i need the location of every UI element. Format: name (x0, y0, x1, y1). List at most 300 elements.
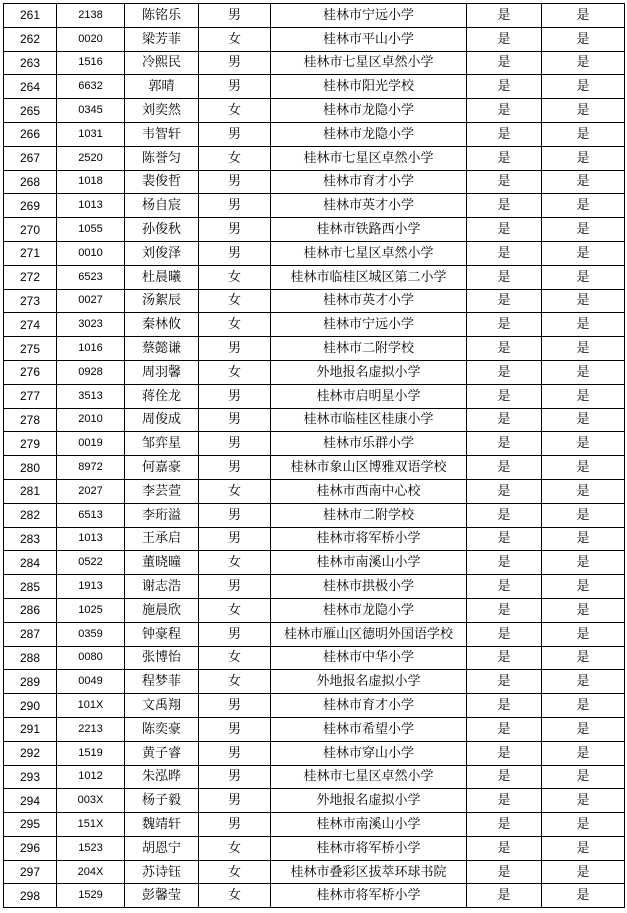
gender-cell: 男 (199, 575, 271, 599)
id-suffix-cell: 003X (57, 789, 125, 813)
student-name-cell: 刘俊泽 (125, 241, 199, 265)
row-number-cell: 278 (4, 408, 57, 432)
status-b-cell: 是 (542, 51, 625, 75)
row-number-cell: 282 (4, 503, 57, 527)
gender-cell: 男 (199, 717, 271, 741)
row-number-cell: 277 (4, 384, 57, 408)
status-b-cell: 是 (542, 860, 625, 884)
school-name-cell: 桂林市二附学校 (271, 337, 467, 361)
student-name-cell: 韦智轩 (125, 122, 199, 146)
status-a-cell: 是 (467, 4, 542, 28)
table-row (4, 527, 625, 551)
school-name-cell: 桂林市龙隐小学 (271, 99, 467, 123)
status-a-cell: 是 (467, 670, 542, 694)
status-a-cell: 是 (467, 741, 542, 765)
table-row (4, 218, 625, 242)
status-b-cell: 是 (542, 194, 625, 218)
row-number-cell: 286 (4, 598, 57, 622)
status-b-cell: 是 (542, 765, 625, 789)
student-name-cell: 陈誉匀 (125, 146, 199, 170)
school-name-cell: 桂林市象山区博雅双语学校 (271, 456, 467, 480)
table-body (4, 4, 625, 908)
id-suffix-cell: 1523 (57, 836, 125, 860)
status-a-cell: 是 (467, 860, 542, 884)
table-row (4, 789, 625, 813)
student-name-cell: 孙俊秋 (125, 218, 199, 242)
id-suffix-cell: 3513 (57, 384, 125, 408)
gender-cell: 男 (199, 75, 271, 99)
status-a-cell: 是 (467, 194, 542, 218)
id-suffix-cell: 1031 (57, 122, 125, 146)
id-suffix-cell: 204X (57, 860, 125, 884)
id-suffix-cell: 6523 (57, 265, 125, 289)
id-suffix-cell: 0345 (57, 99, 125, 123)
id-suffix-cell: 0027 (57, 289, 125, 313)
status-a-cell: 是 (467, 575, 542, 599)
status-a-cell: 是 (467, 717, 542, 741)
gender-cell: 女 (199, 836, 271, 860)
status-b-cell: 是 (542, 741, 625, 765)
school-name-cell: 桂林市西南中心校 (271, 479, 467, 503)
school-name-cell: 桂林市育才小学 (271, 170, 467, 194)
row-number-cell: 276 (4, 360, 57, 384)
status-b-cell: 是 (542, 456, 625, 480)
status-b-cell: 是 (542, 503, 625, 527)
gender-cell: 男 (199, 170, 271, 194)
school-name-cell: 桂林市七星区卓然小学 (271, 51, 467, 75)
row-number-cell: 267 (4, 146, 57, 170)
student-name-cell: 李芸萱 (125, 479, 199, 503)
status-a-cell: 是 (467, 789, 542, 813)
gender-cell: 女 (199, 670, 271, 694)
school-name-cell: 桂林市启明星小学 (271, 384, 467, 408)
table-row (4, 99, 625, 123)
row-number-cell: 298 (4, 884, 57, 908)
gender-cell: 男 (199, 384, 271, 408)
status-a-cell: 是 (467, 51, 542, 75)
school-name-cell: 桂林市乐群小学 (271, 432, 467, 456)
id-suffix-cell: 3023 (57, 313, 125, 337)
gender-cell: 男 (199, 622, 271, 646)
school-name-cell: 桂林市阳光学校 (271, 75, 467, 99)
school-name-cell: 桂林市穿山小学 (271, 741, 467, 765)
table-row (4, 765, 625, 789)
status-b-cell: 是 (542, 4, 625, 28)
status-b-cell: 是 (542, 551, 625, 575)
table-row (4, 146, 625, 170)
student-name-cell: 王承启 (125, 527, 199, 551)
id-suffix-cell: 0359 (57, 622, 125, 646)
status-b-cell: 是 (542, 218, 625, 242)
student-name-cell: 杜晨曦 (125, 265, 199, 289)
id-suffix-cell: 1013 (57, 527, 125, 551)
status-a-cell: 是 (467, 551, 542, 575)
status-b-cell: 是 (542, 360, 625, 384)
id-suffix-cell: 1529 (57, 884, 125, 908)
student-name-cell: 秦林攸 (125, 313, 199, 337)
row-number-cell: 273 (4, 289, 57, 313)
gender-cell: 男 (199, 218, 271, 242)
gender-cell: 男 (199, 408, 271, 432)
table-row (4, 670, 625, 694)
table-row (4, 360, 625, 384)
status-a-cell: 是 (467, 146, 542, 170)
student-name-cell: 郭晴 (125, 75, 199, 99)
id-suffix-cell: 2010 (57, 408, 125, 432)
school-name-cell: 桂林市临桂区桂康小学 (271, 408, 467, 432)
id-suffix-cell: 1018 (57, 170, 125, 194)
table-row (4, 384, 625, 408)
gender-cell: 男 (199, 527, 271, 551)
gender-cell: 女 (199, 598, 271, 622)
row-number-cell: 281 (4, 479, 57, 503)
gender-cell: 男 (199, 694, 271, 718)
table-row (4, 694, 625, 718)
school-name-cell: 外地报名虚拟小学 (271, 360, 467, 384)
gender-cell: 女 (199, 265, 271, 289)
gender-cell: 女 (199, 99, 271, 123)
status-b-cell: 是 (542, 789, 625, 813)
row-number-cell: 262 (4, 27, 57, 51)
enrollment-table (3, 3, 625, 908)
student-name-cell: 邹弈星 (125, 432, 199, 456)
id-suffix-cell: 2520 (57, 146, 125, 170)
table-row (4, 27, 625, 51)
gender-cell: 男 (199, 122, 271, 146)
student-name-cell: 胡恩宁 (125, 836, 199, 860)
student-name-cell: 谢志浩 (125, 575, 199, 599)
status-b-cell: 是 (542, 479, 625, 503)
school-name-cell: 外地报名虚拟小学 (271, 789, 467, 813)
id-suffix-cell: 101X (57, 694, 125, 718)
student-name-cell: 蔡懿谦 (125, 337, 199, 361)
status-b-cell: 是 (542, 717, 625, 741)
student-name-cell: 李珩溢 (125, 503, 199, 527)
status-a-cell: 是 (467, 765, 542, 789)
status-a-cell: 是 (467, 241, 542, 265)
row-number-cell: 284 (4, 551, 57, 575)
student-name-cell: 周羽馨 (125, 360, 199, 384)
status-b-cell: 是 (542, 527, 625, 551)
status-a-cell: 是 (467, 694, 542, 718)
id-suffix-cell: 1025 (57, 598, 125, 622)
gender-cell: 女 (199, 479, 271, 503)
row-number-cell: 293 (4, 765, 57, 789)
table-row (4, 75, 625, 99)
table-row (4, 456, 625, 480)
student-name-cell: 魏靖轩 (125, 813, 199, 837)
school-name-cell: 桂林市七星区卓然小学 (271, 146, 467, 170)
status-b-cell: 是 (542, 122, 625, 146)
status-a-cell: 是 (467, 622, 542, 646)
school-name-cell: 外地报名虚拟小学 (271, 670, 467, 694)
gender-cell: 女 (199, 146, 271, 170)
status-a-cell: 是 (467, 122, 542, 146)
id-suffix-cell: 1013 (57, 194, 125, 218)
school-name-cell: 桂林市二附学校 (271, 503, 467, 527)
status-a-cell: 是 (467, 479, 542, 503)
gender-cell: 男 (199, 51, 271, 75)
row-number-cell: 285 (4, 575, 57, 599)
status-b-cell: 是 (542, 146, 625, 170)
school-name-cell: 桂林市中华小学 (271, 646, 467, 670)
table-row (4, 432, 625, 456)
row-number-cell: 289 (4, 670, 57, 694)
status-b-cell: 是 (542, 884, 625, 908)
status-b-cell: 是 (542, 75, 625, 99)
id-suffix-cell: 1012 (57, 765, 125, 789)
status-a-cell: 是 (467, 836, 542, 860)
student-name-cell: 冷熙民 (125, 51, 199, 75)
school-name-cell: 桂林市宁远小学 (271, 313, 467, 337)
student-name-cell: 陈铭乐 (125, 4, 199, 28)
id-suffix-cell: 1913 (57, 575, 125, 599)
id-suffix-cell: 0522 (57, 551, 125, 575)
row-number-cell: 265 (4, 99, 57, 123)
table-row (4, 194, 625, 218)
student-name-cell: 杨子毅 (125, 789, 199, 813)
table-row (4, 170, 625, 194)
school-name-cell: 桂林市铁路西小学 (271, 218, 467, 242)
status-a-cell: 是 (467, 384, 542, 408)
table-row (4, 337, 625, 361)
row-number-cell: 296 (4, 836, 57, 860)
student-name-cell: 梁芳菲 (125, 27, 199, 51)
id-suffix-cell: 1016 (57, 337, 125, 361)
status-b-cell: 是 (542, 170, 625, 194)
status-b-cell: 是 (542, 265, 625, 289)
school-name-cell: 桂林市英才小学 (271, 289, 467, 313)
student-name-cell: 施晨欣 (125, 598, 199, 622)
status-b-cell: 是 (542, 836, 625, 860)
row-number-cell: 271 (4, 241, 57, 265)
row-number-cell: 279 (4, 432, 57, 456)
table-row (4, 860, 625, 884)
student-name-cell: 汤絮辰 (125, 289, 199, 313)
gender-cell: 女 (199, 551, 271, 575)
gender-cell: 女 (199, 646, 271, 670)
table-row (4, 265, 625, 289)
school-name-cell: 桂林市将军桥小学 (271, 836, 467, 860)
status-a-cell: 是 (467, 289, 542, 313)
status-a-cell: 是 (467, 27, 542, 51)
status-a-cell: 是 (467, 313, 542, 337)
status-a-cell: 是 (467, 360, 542, 384)
row-number-cell: 270 (4, 218, 57, 242)
status-a-cell: 是 (467, 75, 542, 99)
school-name-cell: 桂林市拱极小学 (271, 575, 467, 599)
status-a-cell: 是 (467, 527, 542, 551)
status-b-cell: 是 (542, 241, 625, 265)
status-a-cell: 是 (467, 646, 542, 670)
school-name-cell: 桂林市将军桥小学 (271, 527, 467, 551)
gender-cell: 女 (199, 313, 271, 337)
student-name-cell: 黄子睿 (125, 741, 199, 765)
row-number-cell: 268 (4, 170, 57, 194)
id-suffix-cell: 2027 (57, 479, 125, 503)
id-suffix-cell: 8972 (57, 456, 125, 480)
table-row (4, 622, 625, 646)
school-name-cell: 桂林市宁远小学 (271, 4, 467, 28)
row-number-cell: 264 (4, 75, 57, 99)
gender-cell: 男 (199, 813, 271, 837)
gender-cell: 男 (199, 503, 271, 527)
id-suffix-cell: 0010 (57, 241, 125, 265)
status-b-cell: 是 (542, 622, 625, 646)
status-a-cell: 是 (467, 432, 542, 456)
gender-cell: 女 (199, 289, 271, 313)
school-name-cell: 桂林市育才小学 (271, 694, 467, 718)
status-b-cell: 是 (542, 99, 625, 123)
status-b-cell: 是 (542, 384, 625, 408)
school-name-cell: 桂林市七星区卓然小学 (271, 765, 467, 789)
table-row (4, 4, 625, 28)
id-suffix-cell: 1516 (57, 51, 125, 75)
status-a-cell: 是 (467, 884, 542, 908)
gender-cell: 男 (199, 194, 271, 218)
id-suffix-cell: 0049 (57, 670, 125, 694)
status-b-cell: 是 (542, 598, 625, 622)
student-name-cell: 张博怡 (125, 646, 199, 670)
table-row (4, 551, 625, 575)
table-row (4, 575, 625, 599)
row-number-cell: 283 (4, 527, 57, 551)
row-number-cell: 266 (4, 122, 57, 146)
school-name-cell: 桂林市叠彩区拔萃环球书院 (271, 860, 467, 884)
status-b-cell: 是 (542, 670, 625, 694)
student-name-cell: 杨自宸 (125, 194, 199, 218)
table-row (4, 813, 625, 837)
student-name-cell: 文禹翔 (125, 694, 199, 718)
student-name-cell: 何嘉豪 (125, 456, 199, 480)
school-name-cell: 桂林市临桂区城区第二小学 (271, 265, 467, 289)
row-number-cell: 292 (4, 741, 57, 765)
row-number-cell: 269 (4, 194, 57, 218)
student-name-cell: 程梦菲 (125, 670, 199, 694)
status-a-cell: 是 (467, 456, 542, 480)
student-name-cell: 苏诗钰 (125, 860, 199, 884)
student-name-cell: 蒋佺龙 (125, 384, 199, 408)
id-suffix-cell: 1055 (57, 218, 125, 242)
table-row (4, 884, 625, 908)
row-number-cell: 291 (4, 717, 57, 741)
status-b-cell: 是 (542, 408, 625, 432)
gender-cell: 男 (199, 4, 271, 28)
student-name-cell: 刘奕然 (125, 99, 199, 123)
row-number-cell: 274 (4, 313, 57, 337)
school-name-cell: 桂林市英才小学 (271, 194, 467, 218)
school-name-cell: 桂林市龙隐小学 (271, 598, 467, 622)
row-number-cell: 275 (4, 337, 57, 361)
student-name-cell: 朱泓晔 (125, 765, 199, 789)
status-a-cell: 是 (467, 503, 542, 527)
school-name-cell: 桂林市南溪山小学 (271, 813, 467, 837)
gender-cell: 女 (199, 360, 271, 384)
status-a-cell: 是 (467, 408, 542, 432)
id-suffix-cell: 151X (57, 813, 125, 837)
table-row (4, 408, 625, 432)
table-row (4, 51, 625, 75)
id-suffix-cell: 0020 (57, 27, 125, 51)
id-suffix-cell: 6632 (57, 75, 125, 99)
row-number-cell: 261 (4, 4, 57, 28)
id-suffix-cell: 2138 (57, 4, 125, 28)
status-a-cell: 是 (467, 813, 542, 837)
id-suffix-cell: 2213 (57, 717, 125, 741)
table-row (4, 741, 625, 765)
gender-cell: 男 (199, 456, 271, 480)
id-suffix-cell: 0080 (57, 646, 125, 670)
row-number-cell: 263 (4, 51, 57, 75)
gender-cell: 男 (199, 741, 271, 765)
school-name-cell: 桂林市七星区卓然小学 (271, 241, 467, 265)
id-suffix-cell: 6513 (57, 503, 125, 527)
status-a-cell: 是 (467, 99, 542, 123)
row-number-cell: 294 (4, 789, 57, 813)
gender-cell: 男 (199, 765, 271, 789)
school-name-cell: 桂林市雁山区德明外国语学校 (271, 622, 467, 646)
gender-cell: 男 (199, 789, 271, 813)
student-name-cell: 彭馨莹 (125, 884, 199, 908)
status-b-cell: 是 (542, 289, 625, 313)
table-row (4, 503, 625, 527)
status-b-cell: 是 (542, 432, 625, 456)
status-b-cell: 是 (542, 27, 625, 51)
row-number-cell: 290 (4, 694, 57, 718)
status-b-cell: 是 (542, 694, 625, 718)
gender-cell: 男 (199, 241, 271, 265)
table-row (4, 289, 625, 313)
student-name-cell: 钟豪程 (125, 622, 199, 646)
id-suffix-cell: 0019 (57, 432, 125, 456)
status-b-cell: 是 (542, 575, 625, 599)
gender-cell: 女 (199, 27, 271, 51)
status-a-cell: 是 (467, 265, 542, 289)
student-name-cell: 陈奕豪 (125, 717, 199, 741)
table-row (4, 717, 625, 741)
status-b-cell: 是 (542, 646, 625, 670)
row-number-cell: 287 (4, 622, 57, 646)
school-name-cell: 桂林市将军桥小学 (271, 884, 467, 908)
row-number-cell: 288 (4, 646, 57, 670)
status-a-cell: 是 (467, 170, 542, 194)
status-b-cell: 是 (542, 337, 625, 361)
row-number-cell: 295 (4, 813, 57, 837)
school-name-cell: 桂林市平山小学 (271, 27, 467, 51)
status-b-cell: 是 (542, 813, 625, 837)
row-number-cell: 272 (4, 265, 57, 289)
status-a-cell: 是 (467, 598, 542, 622)
id-suffix-cell: 1519 (57, 741, 125, 765)
table-row (4, 836, 625, 860)
gender-cell: 女 (199, 860, 271, 884)
table-row (4, 241, 625, 265)
school-name-cell: 桂林市南溪山小学 (271, 551, 467, 575)
row-number-cell: 280 (4, 456, 57, 480)
student-name-cell: 裴俊哲 (125, 170, 199, 194)
table-row (4, 313, 625, 337)
school-name-cell: 桂林市希望小学 (271, 717, 467, 741)
status-b-cell: 是 (542, 313, 625, 337)
table-row (4, 646, 625, 670)
status-a-cell: 是 (467, 218, 542, 242)
gender-cell: 男 (199, 432, 271, 456)
table-row (4, 598, 625, 622)
row-number-cell: 297 (4, 860, 57, 884)
student-name-cell: 周俊成 (125, 408, 199, 432)
id-suffix-cell: 0928 (57, 360, 125, 384)
table-row (4, 122, 625, 146)
